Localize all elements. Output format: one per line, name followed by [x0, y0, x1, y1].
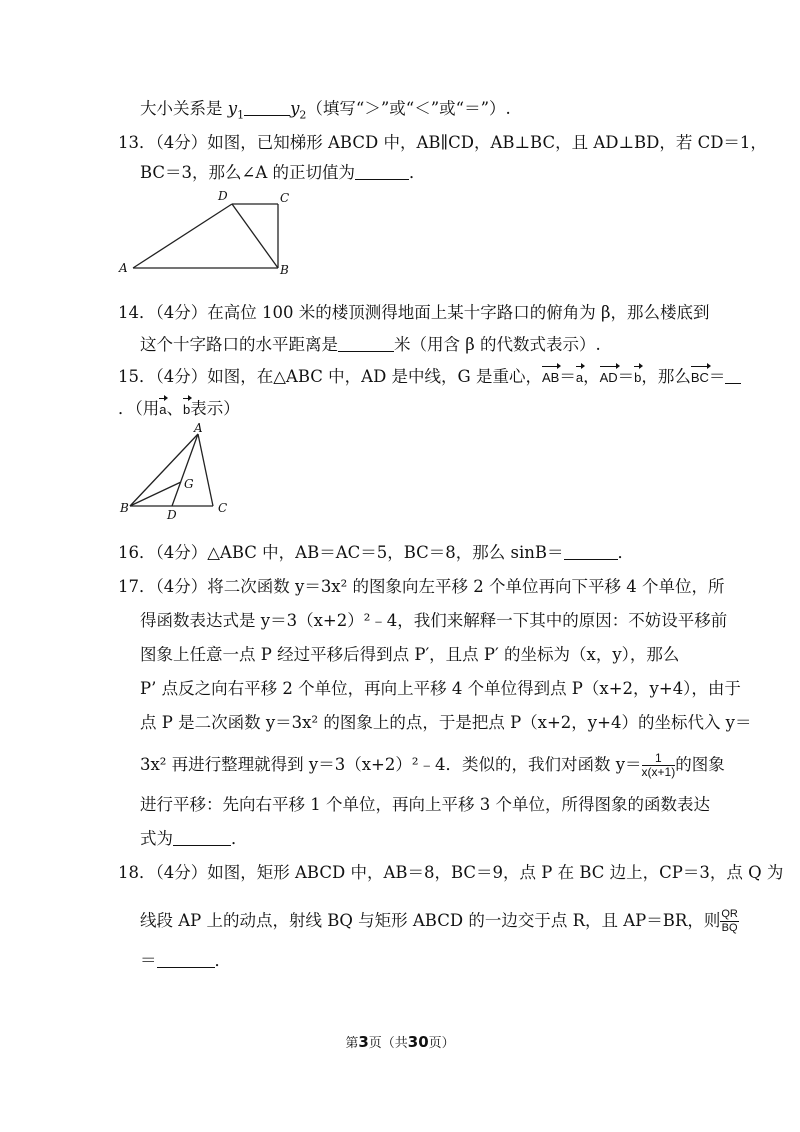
y2-sub: 2	[299, 108, 307, 122]
q16-text: （4分）△ABC 中，AB＝AC＝5，BC＝8，那么 sinB＝	[155, 543, 564, 562]
q17-line8	[140, 828, 248, 850]
label-A: A	[194, 422, 203, 435]
q15-line2	[118, 398, 240, 421]
q15-eq1: ＝	[559, 367, 576, 386]
label-B: B	[280, 263, 289, 277]
q13-text-2a: BC＝3，那么∠A 的正切值为	[140, 163, 356, 182]
q18-number: 18．	[118, 863, 156, 882]
q14-text-1: （4分）在高位 100 米的楼顶测得地面上某十字路口的俯角为 β，那么楼底到	[155, 303, 710, 322]
q13-number: 13．	[118, 133, 156, 152]
q17-frac-denominator: x(x+1)	[641, 765, 676, 779]
q18-text-1: （4分）如图，矩形 ABCD 中，AB＝8，BC＝9，点 P 在 BC 边上，CP＝3，点 Q 为	[155, 863, 784, 882]
q15-comma: ，	[583, 367, 600, 386]
q15-then: ，那么	[641, 367, 691, 386]
vector-AD: AD	[600, 367, 618, 389]
vector-a-hint: a	[159, 399, 166, 421]
vector-AB: AB	[542, 367, 559, 389]
q18-line3	[140, 950, 231, 972]
label-D: D	[167, 508, 177, 522]
q13-answer-blank[interactable]	[355, 163, 409, 180]
y1-sub: 1	[237, 108, 245, 122]
q17-text-3: 图象上任意一点 P 经过平移后得到点 P′，且点 P′ 的坐标为（x，y），那么	[140, 645, 680, 664]
vector-a: a	[576, 367, 583, 389]
label-G: G	[184, 477, 194, 491]
edge-AC	[198, 434, 213, 506]
page-footer	[0, 1032, 800, 1051]
vector-b-hint: b	[183, 399, 190, 421]
q13-line1	[118, 132, 767, 154]
q18-answer-blank[interactable]	[157, 951, 215, 968]
q15-triangle-figure	[110, 422, 240, 522]
q18-line1	[118, 862, 783, 884]
q16-answer-blank[interactable]	[564, 543, 618, 560]
q18-frac-numerator: QR	[721, 908, 738, 920]
q15-text-1a: （4分）如图，在△ABC 中，AD 是中线，G 是重心，	[155, 367, 542, 386]
edge-DB	[232, 204, 278, 268]
y2-var: y	[290, 99, 300, 118]
q18-fraction	[720, 908, 739, 935]
q17-fraction	[642, 752, 676, 779]
q12-answer-blank[interactable]	[244, 99, 290, 116]
footer-page-number: 3	[358, 1033, 369, 1051]
q15-text-2b: 表示）	[190, 399, 240, 418]
q17-answer-blank[interactable]	[173, 829, 231, 846]
q13-text-1: （4分）如图，已知梯形 ABCD 中，AB∥CD，AB⊥BC，且 AD⊥BD，若 CD＝1，	[155, 133, 767, 152]
q12-continuation	[140, 98, 511, 126]
q17-text-8a: 式为	[140, 829, 173, 848]
q15-eq2: ＝	[617, 367, 635, 386]
q14-text-2b: 米（用含 β 的代数式表示）.	[394, 335, 601, 354]
y1-var: y	[227, 99, 238, 118]
q17-line1	[118, 576, 724, 598]
q17-text-6a: 3x² 再进行整理就得到 y＝3（x+2）²﹣4．类似的，我们对函数 y＝	[140, 755, 642, 774]
q18-frac-denominator: BQ	[721, 922, 738, 934]
q14-line1	[118, 302, 710, 324]
q15-eq3: ＝	[708, 367, 726, 386]
q16-line	[118, 542, 634, 564]
q17-text-5: 点 P 是二次函数 y＝3x² 的图象上的点，于是把点 P（x+2，y+4）的坐标代入 y＝	[140, 713, 752, 732]
footer-total-pages: 30	[407, 1033, 429, 1051]
q17-text-7: 进行平移：先向右平移 1 个单位，再向上平移 3 个单位，所得图象的函数表达	[140, 795, 710, 814]
footer-text-c: 页）	[428, 1036, 455, 1051]
q12-text-b: （填写“＞”或“＜”或“＝”）.	[306, 99, 511, 118]
q17-text-6b: 的图象	[675, 755, 725, 774]
q13-text-2b: ．	[409, 163, 426, 182]
q16-number: 16．	[118, 543, 156, 562]
label-B: B	[120, 501, 129, 515]
median-AD	[172, 434, 198, 506]
q17-text-8b: ．	[231, 829, 248, 848]
footer-text-a: 第	[345, 1036, 359, 1051]
q12-text-a: 大小关系是	[140, 99, 228, 118]
q15-sep: 、	[166, 399, 183, 418]
q15-number: 15．	[118, 367, 156, 386]
q18-line2	[140, 908, 739, 935]
vector-b: b	[634, 367, 641, 389]
q17-number: 17．	[118, 577, 156, 596]
q18-text-2a: 线段 AP 上的动点，射线 BQ 与矩形 ABCD 的一边交于点 R，且 AP＝BR，则	[140, 911, 721, 930]
label-D: D	[218, 189, 228, 203]
label-C: C	[280, 191, 290, 205]
edge-AD	[133, 204, 232, 268]
q14-line2	[140, 334, 601, 356]
q14-answer-blank[interactable]	[338, 335, 394, 352]
q15-answer-blank[interactable]	[725, 367, 741, 384]
q14-number: 14．	[118, 303, 156, 322]
q16-end: ．	[617, 543, 635, 562]
q17-text-2: 得函数表达式是 y＝3（x+2）²﹣4，我们来解释一下其中的原因：不妨设平移前	[140, 611, 728, 630]
q15-text-2a: ．（用	[118, 399, 160, 418]
label-A: A	[119, 261, 128, 275]
footer-text-b: 页（共	[368, 1036, 408, 1051]
q14-text-2a: 这个十字路口的水平距离是	[140, 335, 338, 354]
q15-line1	[118, 366, 741, 389]
q17-text-1: （4分）将二次函数 y＝3x² 的图象向左平移 2 个单位再向下平移 4 个单位，所	[155, 577, 725, 596]
q18-text-3a: ＝	[140, 951, 157, 970]
q17-line6	[140, 752, 725, 779]
edge-AB	[130, 434, 198, 506]
q18-text-3b: ．	[214, 951, 231, 970]
q17-frac-numerator: 1	[642, 752, 676, 766]
vector-BC: BC	[691, 367, 709, 389]
q13-line2	[140, 162, 426, 184]
q17-text-4: P’ 点反之向右平移 2 个单位，再向上平移 4 个单位得到点 P（x+2，y+4），由于	[140, 679, 741, 698]
q13-trapezoid-figure	[110, 186, 300, 278]
label-C: C	[218, 501, 228, 515]
